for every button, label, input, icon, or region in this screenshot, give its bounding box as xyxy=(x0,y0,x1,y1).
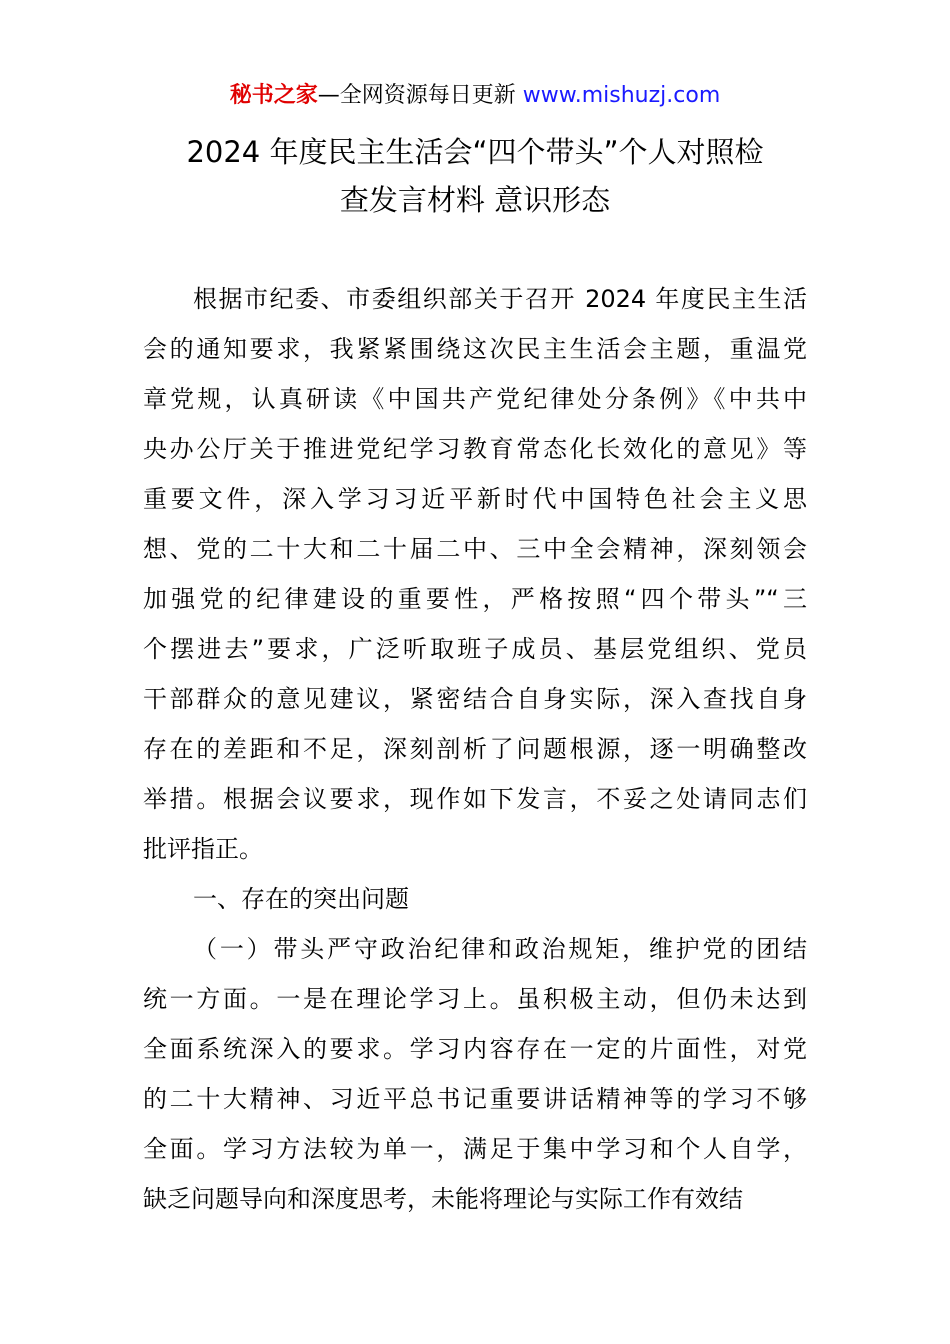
text-line: 的二十大精神、习近平总书记重要讲话精神等的学习不够 xyxy=(143,1085,807,1113)
text-line: 章党规，认真研读《中国共产党纪律处分条例》《中共中 xyxy=(143,385,807,413)
text-line: 会的通知要求，我紧紧围绕这次民主生活会主题，重温党 xyxy=(143,335,807,363)
intro-paragraph xyxy=(143,274,807,874)
text-line: 存在的差距和不足，深刻剖析了问题根源，逐一明确整改 xyxy=(143,735,807,763)
text-line: 个摆进去”要求，广泛听取班子成员、基层党组织、党员 xyxy=(143,635,807,663)
text-line: 根据市纪委、市委组织部关于召开 2024 年度民主生活 xyxy=(193,285,807,313)
text-line: 重要文件，深入学习习近平新时代中国特色社会主义思 xyxy=(143,485,807,513)
site-url-link[interactable]: www.mishuzj.com xyxy=(522,83,721,108)
text-line: 干部群众的意见建议，紧密结合自身实际，深入查找自身 xyxy=(143,685,807,713)
text-line: 统一方面。一是在理论学习上。虽积极主动，但仍未达到 xyxy=(143,985,807,1013)
text-line: （一）带头严守政治纪律和政治规矩，维护党的团结 xyxy=(193,935,807,963)
text-line: 加强党的纪律建设的重要性，严格按照“四个带头”“三 xyxy=(143,585,807,613)
text-line: 央办公厅关于推进党纪学习教育常态化长效化的意见》等 xyxy=(143,435,807,463)
document-body xyxy=(143,274,807,1224)
title-line-2: 查发言材料 意识形态 xyxy=(339,183,611,217)
site-name: 秘书之家 xyxy=(229,83,318,108)
text-line: 缺乏问题导向和深度思考，未能将理论与实际工作有效结 xyxy=(143,1185,743,1213)
section-heading xyxy=(143,874,807,924)
document-title xyxy=(100,128,850,224)
text-line: 一、存在的突出问题 xyxy=(193,885,409,913)
text-line: 全面。学习方法较为单一，满足于集中学习和个人自学， xyxy=(143,1135,807,1163)
text-line: 全面系统深入的要求。学习内容存在一定的片面性，对党 xyxy=(143,1035,807,1063)
text-line: 举措。根据会议要求，现作如下发言，不妥之处请同志们 xyxy=(143,785,807,813)
title-line-1: 2024 年度民主生活会“四个带头”个人对照检 xyxy=(186,135,764,169)
site-header xyxy=(0,80,950,112)
text-line: 想、党的二十大和二十届二中、三中全会精神，深刻领会 xyxy=(143,535,807,563)
site-tagline: —全网资源每日更新 xyxy=(317,83,523,108)
text-line: 批评指正。 xyxy=(143,835,263,863)
subsection-paragraph xyxy=(143,924,807,1224)
